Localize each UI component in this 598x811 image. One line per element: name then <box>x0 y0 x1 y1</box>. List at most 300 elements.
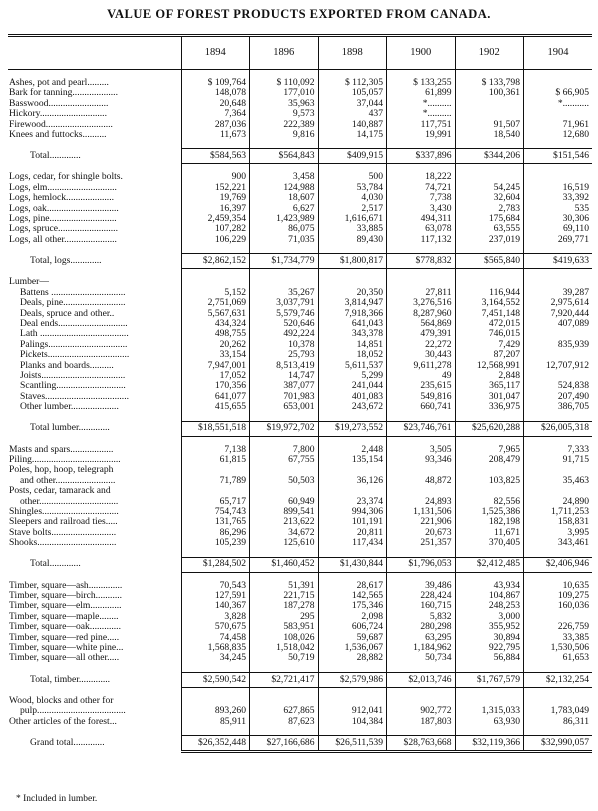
table-row <box>8 455 592 465</box>
value-cell: 1,423,989 <box>250 214 319 224</box>
table-body <box>8 70 592 752</box>
row-label: Joists................................... <box>20 370 126 381</box>
value-cell: 5,579,746 <box>250 309 319 319</box>
value-cell: 20,673 <box>387 528 456 538</box>
row-label: Basswood......................... <box>9 98 109 109</box>
value-cell: 269,771 <box>524 235 593 245</box>
value-cell <box>455 696 524 706</box>
spacer-cell <box>387 140 456 149</box>
value-cell: 35,463 <box>524 476 593 486</box>
value-cell <box>455 486 524 496</box>
spacer-cell <box>250 727 319 736</box>
spacer-cell <box>524 549 593 558</box>
value-cell: 124,988 <box>250 183 319 193</box>
year-header: 1898 <box>318 36 387 70</box>
row-label: Planks and boards.......... <box>20 360 114 371</box>
value-cell: 142,565 <box>318 591 387 601</box>
value-cell: 30,306 <box>524 214 593 224</box>
table-row <box>8 717 592 727</box>
total-value: $151,546 <box>524 149 593 164</box>
spacer-cell <box>8 164 181 173</box>
value-cell: 82,556 <box>455 497 524 507</box>
total-value: $2,721,417 <box>250 672 319 687</box>
table-row <box>8 288 592 298</box>
value-cell: 912,041 <box>318 706 387 716</box>
value-cell: 33,392 <box>524 193 593 203</box>
table-row <box>8 517 592 527</box>
spacer-cell <box>387 164 456 173</box>
value-cell: 3,828 <box>181 612 250 622</box>
value-cell: 160,715 <box>387 601 456 611</box>
spacer-row <box>8 245 592 254</box>
value-cell: 63,555 <box>455 224 524 234</box>
value-cell: 1,568,835 <box>181 643 250 653</box>
value-cell: 701,983 <box>250 392 319 402</box>
value-cell: 2,751,069 <box>181 298 250 308</box>
grand-total-row <box>8 736 592 752</box>
value-cell: 3,458 <box>250 172 319 182</box>
value-cell <box>524 612 593 622</box>
value-cell: 7,138 <box>181 445 250 455</box>
total-value: $1,800,817 <box>318 254 387 269</box>
value-cell: 86,311 <box>524 717 593 727</box>
value-cell: $ 133,798 <box>455 78 524 88</box>
spacer-cell <box>455 140 524 149</box>
value-cell: 9,816 <box>250 130 319 140</box>
value-cell: 63,078 <box>387 224 456 234</box>
value-cell: 207,490 <box>524 392 593 402</box>
value-cell <box>250 486 319 496</box>
value-cell: 570,675 <box>181 622 250 632</box>
value-cell: 50,734 <box>387 653 456 663</box>
table-row <box>8 643 592 653</box>
value-cell: 152,221 <box>181 183 250 193</box>
table-row <box>8 193 592 203</box>
value-cell: 641,043 <box>318 319 387 329</box>
spacer-cell <box>250 70 319 79</box>
row-label: Timber, square—maple........ <box>9 611 119 622</box>
value-cell: 237,019 <box>455 235 524 245</box>
year-header: 1902 <box>455 36 524 70</box>
table-row <box>8 224 592 234</box>
table-row <box>8 371 592 381</box>
table-row <box>8 612 592 622</box>
value-cell: 116,944 <box>455 288 524 298</box>
total-row <box>8 557 592 572</box>
value-cell: 1,518,042 <box>250 643 319 653</box>
value-cell: 221,906 <box>387 517 456 527</box>
empty-cell <box>524 277 593 287</box>
value-cell: 28,882 <box>318 653 387 663</box>
value-cell: *.......... <box>387 109 456 119</box>
total-label: Total lumber............. <box>30 422 110 434</box>
empty-cell <box>455 277 524 287</box>
value-cell: 33,154 <box>181 350 250 360</box>
spacer-cell <box>455 664 524 673</box>
value-cell: 4,030 <box>318 193 387 203</box>
value-cell <box>318 696 387 706</box>
spacer-cell <box>8 727 181 736</box>
value-cell <box>455 109 524 119</box>
value-cell: 19,769 <box>181 193 250 203</box>
value-cell: 65,717 <box>181 497 250 507</box>
value-cell: 63,930 <box>455 717 524 727</box>
value-cell: 228,424 <box>387 591 456 601</box>
value-cell: 660,741 <box>387 402 456 412</box>
table-row <box>8 497 592 507</box>
table-row <box>8 88 592 98</box>
spacer-cell <box>455 572 524 581</box>
value-cell <box>387 696 456 706</box>
spacer-row <box>8 436 592 445</box>
spacer-cell <box>181 413 250 422</box>
value-cell <box>387 486 456 496</box>
spacer-cell <box>181 70 250 79</box>
total-value: $564,843 <box>250 149 319 164</box>
spacer-cell <box>387 664 456 673</box>
exports-table <box>8 34 592 753</box>
value-cell: 221,715 <box>250 591 319 601</box>
spacer-cell <box>250 572 319 581</box>
section-heading-row <box>8 277 592 287</box>
value-cell: 140,367 <box>181 601 250 611</box>
value-cell: 401,083 <box>318 392 387 402</box>
value-cell: 25,793 <box>250 350 319 360</box>
value-cell: 343,461 <box>524 538 593 548</box>
table-row <box>8 402 592 412</box>
value-cell: 3,276,516 <box>387 298 456 308</box>
value-cell: 91,507 <box>455 120 524 130</box>
value-cell: 34,245 <box>181 653 250 663</box>
value-cell: 87,623 <box>250 717 319 727</box>
table-row <box>8 298 592 308</box>
table-row <box>8 476 592 486</box>
row-label: Hickory............................ <box>9 109 107 120</box>
value-cell: 107,282 <box>181 224 250 234</box>
table-row <box>8 361 592 371</box>
value-cell: 627,865 <box>250 706 319 716</box>
spacer-cell <box>318 140 387 149</box>
value-cell: 109,275 <box>524 591 593 601</box>
total-label: Total, timber............. <box>30 673 111 685</box>
total-value: $1,796,053 <box>387 557 456 572</box>
row-label: Pickets.................................. <box>20 350 130 361</box>
value-cell: 71,035 <box>250 235 319 245</box>
total-value: $2,590,542 <box>181 672 250 687</box>
value-cell: 50,503 <box>250 476 319 486</box>
value-cell: 437 <box>318 109 387 119</box>
year-header: 1896 <box>250 36 319 70</box>
table-row <box>8 622 592 632</box>
row-label: Other lumber.................... <box>20 402 119 413</box>
total-value: $1,767,579 <box>455 672 524 687</box>
row-label: Timber, square—oak............. <box>9 622 121 633</box>
value-cell: 71,789 <box>181 476 250 486</box>
total-value: $565,840 <box>455 254 524 269</box>
value-cell <box>524 350 593 360</box>
value-cell: 117,751 <box>387 120 456 130</box>
table-row <box>8 99 592 109</box>
row-label: Timber, square—ash.............. <box>9 580 123 591</box>
row-label: Deals, pine.......................... <box>20 298 126 309</box>
spacer-cell <box>181 549 250 558</box>
value-cell: 14,747 <box>250 371 319 381</box>
value-cell: 922,795 <box>455 643 524 653</box>
table-row <box>8 486 592 496</box>
table-row <box>8 235 592 245</box>
header-row <box>8 36 592 70</box>
value-cell: 835,939 <box>524 340 593 350</box>
value-cell: 222,389 <box>250 120 319 130</box>
table-row <box>8 465 592 475</box>
spacer-cell <box>8 70 181 79</box>
value-cell: 131,765 <box>181 517 250 527</box>
value-cell: 135,154 <box>318 455 387 465</box>
value-cell: 127,591 <box>181 591 250 601</box>
spacer-row <box>8 140 592 149</box>
value-cell: 336,975 <box>455 402 524 412</box>
spacer-row <box>8 413 592 422</box>
value-cell: 498,755 <box>181 329 250 339</box>
value-cell: 1,315,033 <box>455 706 524 716</box>
spacer-cell <box>318 413 387 422</box>
spacer-cell <box>318 164 387 173</box>
table-title: VALUE OF FOREST PRODUCTS EXPORTED FROM CANADA. <box>107 7 491 21</box>
table-row <box>8 340 592 350</box>
value-cell: 18,540 <box>455 130 524 140</box>
total-value: $337,896 <box>387 149 456 164</box>
value-cell: 3,430 <box>387 204 456 214</box>
value-cell: 2,975,614 <box>524 298 593 308</box>
value-cell: 125,610 <box>250 538 319 548</box>
spacer-cell <box>8 572 181 581</box>
table-row <box>8 109 592 119</box>
value-cell: 74,721 <box>387 183 456 193</box>
spacer-cell <box>524 436 593 445</box>
spacer-cell <box>524 245 593 254</box>
value-cell <box>524 465 593 475</box>
total-value: $584,563 <box>181 149 250 164</box>
total-value: $2,862,152 <box>181 254 250 269</box>
spacer-cell <box>455 727 524 736</box>
value-cell: 9,611,278 <box>387 361 456 371</box>
value-cell <box>455 465 524 475</box>
value-cell: 53,784 <box>318 183 387 193</box>
spacer-cell <box>387 70 456 79</box>
value-cell: 11,671 <box>455 528 524 538</box>
value-cell: *.......... <box>387 99 456 109</box>
table-row <box>8 538 592 548</box>
value-cell: 30,443 <box>387 350 456 360</box>
value-cell: 1,616,671 <box>318 214 387 224</box>
spacer-cell <box>524 664 593 673</box>
spacer-cell <box>8 436 181 445</box>
spacer-cell <box>8 664 181 673</box>
total-value: $1,430,844 <box>318 557 387 572</box>
table-row <box>8 329 592 339</box>
spacer-row <box>8 664 592 673</box>
row-label: Stave bolts........................... <box>9 527 117 538</box>
row-label: pulp..................................... <box>20 706 126 717</box>
value-cell: 14,851 <box>318 340 387 350</box>
value-cell: 175,684 <box>455 214 524 224</box>
value-cell: 33,885 <box>318 224 387 234</box>
row-label: Sleepers and railroad ties..... <box>9 517 118 528</box>
value-cell: 7,918,366 <box>318 309 387 319</box>
value-cell: 899,541 <box>250 507 319 517</box>
spacer-row <box>8 687 592 696</box>
value-cell: 3,037,791 <box>250 298 319 308</box>
value-cell: 472,015 <box>455 319 524 329</box>
spacer-cell <box>524 572 593 581</box>
value-cell: 5,832 <box>387 612 456 622</box>
value-cell: 187,278 <box>250 601 319 611</box>
value-cell: 583,951 <box>250 622 319 632</box>
value-cell: 2,848 <box>455 371 524 381</box>
total-value: $2,579,986 <box>318 672 387 687</box>
value-cell: 251,357 <box>387 538 456 548</box>
value-cell <box>318 486 387 496</box>
empty-cell <box>250 277 319 287</box>
spacer-row <box>8 549 592 558</box>
row-label: Logs, oak.............................. <box>9 203 119 214</box>
spacer-cell <box>387 269 456 278</box>
value-cell: 10,378 <box>250 340 319 350</box>
spacer-cell <box>8 140 181 149</box>
spacer-cell <box>318 664 387 673</box>
value-cell: 104,867 <box>455 591 524 601</box>
row-label: Timber, square—elm............. <box>9 601 122 612</box>
row-label: Wood, blocks and other for <box>9 695 114 706</box>
value-cell: 479,391 <box>387 329 456 339</box>
total-value: $19,972,702 <box>250 421 319 436</box>
value-cell: 1,536,067 <box>318 643 387 653</box>
value-cell: 494,311 <box>387 214 456 224</box>
row-label: Palings................................. <box>20 339 128 350</box>
year-header: 1894 <box>181 36 250 70</box>
value-cell: 5,611,537 <box>318 361 387 371</box>
row-label: Timber, square—all other..... <box>9 653 120 664</box>
value-cell: 5,567,631 <box>181 309 250 319</box>
header-blank <box>8 36 181 70</box>
spacer-cell <box>250 164 319 173</box>
value-cell <box>318 465 387 475</box>
spacer-cell <box>181 269 250 278</box>
row-label: Lath ..................................... <box>20 329 129 340</box>
value-cell: 343,378 <box>318 329 387 339</box>
value-cell: 3,505 <box>387 445 456 455</box>
spacer-cell <box>181 687 250 696</box>
row-label: Timber, square—birch........... <box>9 591 123 602</box>
value-cell: 177,010 <box>250 88 319 98</box>
row-label: Timber, square—white pine... <box>9 643 124 654</box>
table-row <box>8 381 592 391</box>
empty-cell <box>318 277 387 287</box>
value-cell: 20,648 <box>181 99 250 109</box>
spacer-row <box>8 727 592 736</box>
spacer-cell <box>181 727 250 736</box>
value-cell: 87,207 <box>455 350 524 360</box>
value-cell: 35,267 <box>250 288 319 298</box>
table-row <box>8 696 592 706</box>
value-cell: 14,175 <box>318 130 387 140</box>
total-value: $409,915 <box>318 149 387 164</box>
value-cell: 43,934 <box>455 581 524 591</box>
value-cell: 103,825 <box>455 476 524 486</box>
value-cell: 535 <box>524 204 593 214</box>
value-cell: 32,604 <box>455 193 524 203</box>
row-label: Staves................................... <box>20 391 129 402</box>
spacer-cell <box>181 140 250 149</box>
value-cell: 30,894 <box>455 633 524 643</box>
value-cell: 301,047 <box>455 392 524 402</box>
value-cell: 56,884 <box>455 653 524 663</box>
spacer-cell <box>524 164 593 173</box>
table-row <box>8 633 592 643</box>
spacer-cell <box>524 727 593 736</box>
table-row <box>8 130 592 140</box>
value-cell: 54,245 <box>455 183 524 193</box>
value-cell: 415,655 <box>181 402 250 412</box>
value-cell: 101,191 <box>318 517 387 527</box>
value-cell: 16,519 <box>524 183 593 193</box>
value-cell <box>524 172 593 182</box>
table-row <box>8 653 592 663</box>
value-cell: 1,530,506 <box>524 643 593 653</box>
value-cell: $ 112,305 <box>318 78 387 88</box>
value-cell: 61,815 <box>181 455 250 465</box>
value-cell: 39,486 <box>387 581 456 591</box>
spacer-cell <box>387 687 456 696</box>
spacer-cell <box>387 413 456 422</box>
spacer-cell <box>8 413 181 422</box>
value-cell: 407,089 <box>524 319 593 329</box>
value-cell: 18,052 <box>318 350 387 360</box>
value-cell: 24,893 <box>387 497 456 507</box>
value-cell <box>524 696 593 706</box>
value-cell: $ 110,092 <box>250 78 319 88</box>
value-cell: 235,615 <box>387 381 456 391</box>
value-cell: 549,816 <box>387 392 456 402</box>
spacer-cell <box>387 727 456 736</box>
value-cell: 39,287 <box>524 288 593 298</box>
value-cell: 182,198 <box>455 517 524 527</box>
value-cell: 60,949 <box>250 497 319 507</box>
spacer-cell <box>318 70 387 79</box>
value-cell: 9,573 <box>250 109 319 119</box>
spacer-cell <box>387 549 456 558</box>
value-cell: 36,126 <box>318 476 387 486</box>
value-cell: 7,364 <box>181 109 250 119</box>
value-cell: 370,405 <box>455 538 524 548</box>
spacer-cell <box>181 245 250 254</box>
row-label: Logs, cedar, for shingle bolts. <box>9 172 123 183</box>
value-cell: 386,705 <box>524 402 593 412</box>
total-value: $32,990,057 <box>524 736 593 752</box>
table-row <box>8 309 592 319</box>
total-value: $1,460,452 <box>250 557 319 572</box>
value-cell: 19,991 <box>387 130 456 140</box>
total-value: $26,511,539 <box>318 736 387 752</box>
value-cell: 63,295 <box>387 633 456 643</box>
value-cell: 91,715 <box>524 455 593 465</box>
value-cell: 1,184,962 <box>387 643 456 653</box>
value-cell <box>455 172 524 182</box>
value-cell: 18,222 <box>387 172 456 182</box>
value-cell: 27,811 <box>387 288 456 298</box>
value-cell: $ 133,255 <box>387 78 456 88</box>
value-cell: 3,000 <box>455 612 524 622</box>
